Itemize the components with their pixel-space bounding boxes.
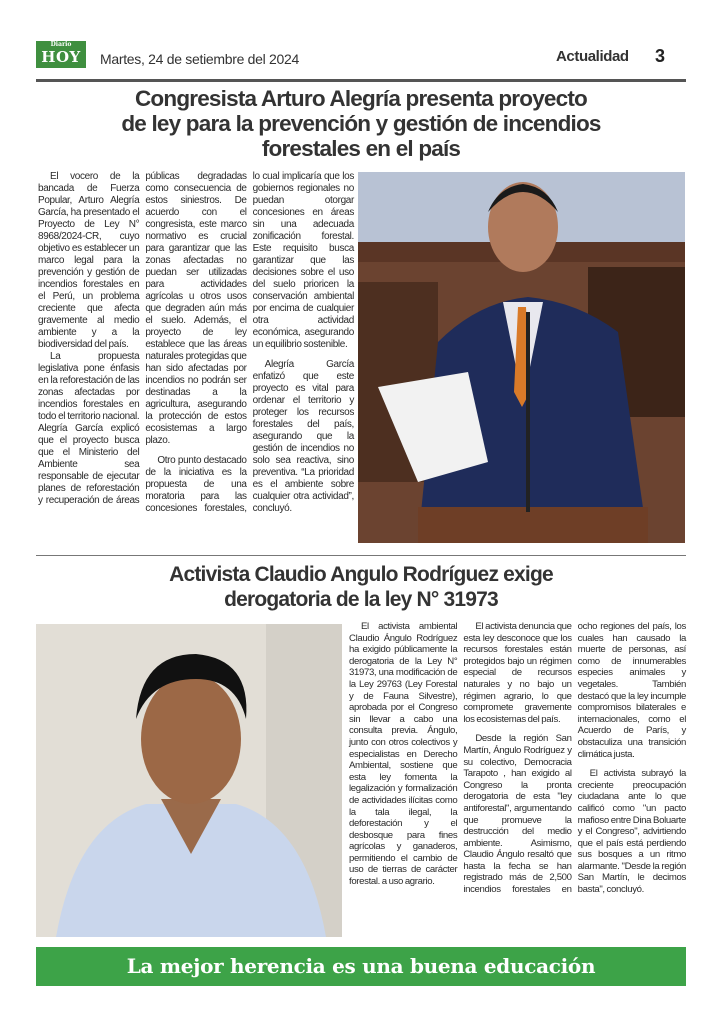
paragraph: Alegría García enfatizó que este proyecto es vital para ordenar el territorio y proteger los recursos forestales del país, asegurando que la gestión de incendios no solo sea reactiva, sino preventiva. “La prioridad es el ambiente sobre cualquier otra actividad”, concluyó. xyxy=(252,359,354,514)
paragraph: El activista ambiental Claudio Ángulo Rodríguez ha exigido públicamente la derogatoria de la Ley N° 31973, una modificación de la Ley 29763 (Ley Forestal y de Fauna Silvestre), aprobada por el Congreso sin llevar a cabo una consulta previa. Ángulo, junto con otros colectivos y especialistas en Derecho Ambiental, sostiene que esta ley fomenta la legalización y formalización de actividades ilícitas como la tala ilegal, la deforestación y el desbosque para fines agrícolas y ganaderos, permitiendo el cambio de uso de tierras de carácter forestal. a uso agrario. xyxy=(349,621,458,888)
page-number: 3 xyxy=(655,46,666,66)
paragraph: El activista denuncia que esta ley desconoce que los recursos forestales están protegidos bajo un régimen especial de recursos naturales y no bajo un régimen agrario, lo que compromete gravemente los ecosistemas del país. xyxy=(463,621,572,725)
header-divider xyxy=(36,79,686,82)
paragraph: Otro punto destacado de la iniciativa es la propuesta de una moratoria para las concesiones forestales, lo cual implicaría que los gobiernos regionales no puedan otorgar concesiones en áreas sin una adecuada zonificación forestal. Este requisito busca garantizar que las decisiones sobre el uso del suelo prioricen la conservación ambiental por encima de cualquier otra actividad económica, asegurando un equilibrio sostenible. xyxy=(145,171,354,514)
newspaper-logo xyxy=(36,41,86,68)
headline-line: de ley para la prevención y gestión de incendios xyxy=(121,111,601,136)
headline-line: derogatoria de la ley N° 31973 xyxy=(224,588,498,611)
article1-headline xyxy=(36,86,686,161)
headline-line: forestales en el país xyxy=(261,136,461,161)
headline-line: Congresista Arturo Alegría presenta proyecto xyxy=(134,86,587,111)
logo-big-text: HOY xyxy=(41,48,81,66)
paragraph: El vocero de la bancada de Fuerza Popular, Arturo Alegría García, ha presentado el Proyecto de Ley N° 8968/2024-CR, cuyo objetivo es establecer un marco legal para la prevención y gestión de incendios forestales en el Perú, un problema creciente que afecta gravemente al medio ambiente y a la biodiversidad del país. xyxy=(38,171,140,350)
issue-date: Martes, 24 de setiembre del 2024 xyxy=(100,51,299,67)
article2-body xyxy=(349,621,686,896)
section-name: Actualidad xyxy=(556,48,629,65)
headline-line: Activista Claudio Angulo Rodríguez exige xyxy=(169,563,553,586)
congressman-photo xyxy=(358,172,685,543)
paragraph: La propuesta legislativa pone énfasis en la reforestación de las zonas afectadas por incendios forestales en todo el territorio nacional. Alegría García explicó que el proyecto busca que el Ministerio del Ambiente sea responsable de ejecutar planes de reforestación y recuperación de áreas públicas degradadas como consecuencia de estos siniestros. De acuerdo con el congresista, este marco normativo es crucial para garantizar que las zonas afectadas no puedan ser utilizadas para actividades agrícolas u otros usos que degraden aún más el suelo. Además, el proyecto de ley establece que las áreas naturales protegidas que han sido afectadas por incendios no podrán ser destinadas a la agricultura, asegurando la protección de estos ecosistemas a largo plazo. xyxy=(38,171,247,506)
logo-small-text: Diario xyxy=(50,41,72,48)
slogan-banner: La mejor herencia es una buena educación xyxy=(36,947,686,986)
paragraph: El activista subrayó la creciente preocupación ciudadana ante lo que calificó como "un pacto mafioso entre Dina Boluarte y el Congreso", advirtiendo que el país está perdiendo sus bosques a un ritmo alarmante. "Desde la región San Martín, le decimos basta", concluyó. xyxy=(577,768,686,896)
article1-body xyxy=(38,171,354,515)
congressman-illustration xyxy=(358,172,685,543)
paragraph: Desde la región San Martín, Ángulo Rodríguez y su colectivo, Democracia Tarapoto , han exigido al Congreso la pronta derogatoria de esta "ley antiforestal", argumentando que promueve la destrucción del medio ambiente. Asimismo, Claudio Ángulo resaltó que hasta la fecha se han registrado más de 2,500 incendios forestales en ocho regiones del país, los cuales han causado la muerte de personas, así como de innumerables especies animales y vegetales. También destacó que la ley incumple compromisos bilaterales e internacionales, como el Acuerdo de París, y obstaculiza una transición climática justa. xyxy=(463,621,686,896)
article-divider xyxy=(36,555,686,556)
article2-headline xyxy=(36,562,686,612)
activist-illustration xyxy=(36,624,342,937)
activist-photo xyxy=(36,624,342,937)
